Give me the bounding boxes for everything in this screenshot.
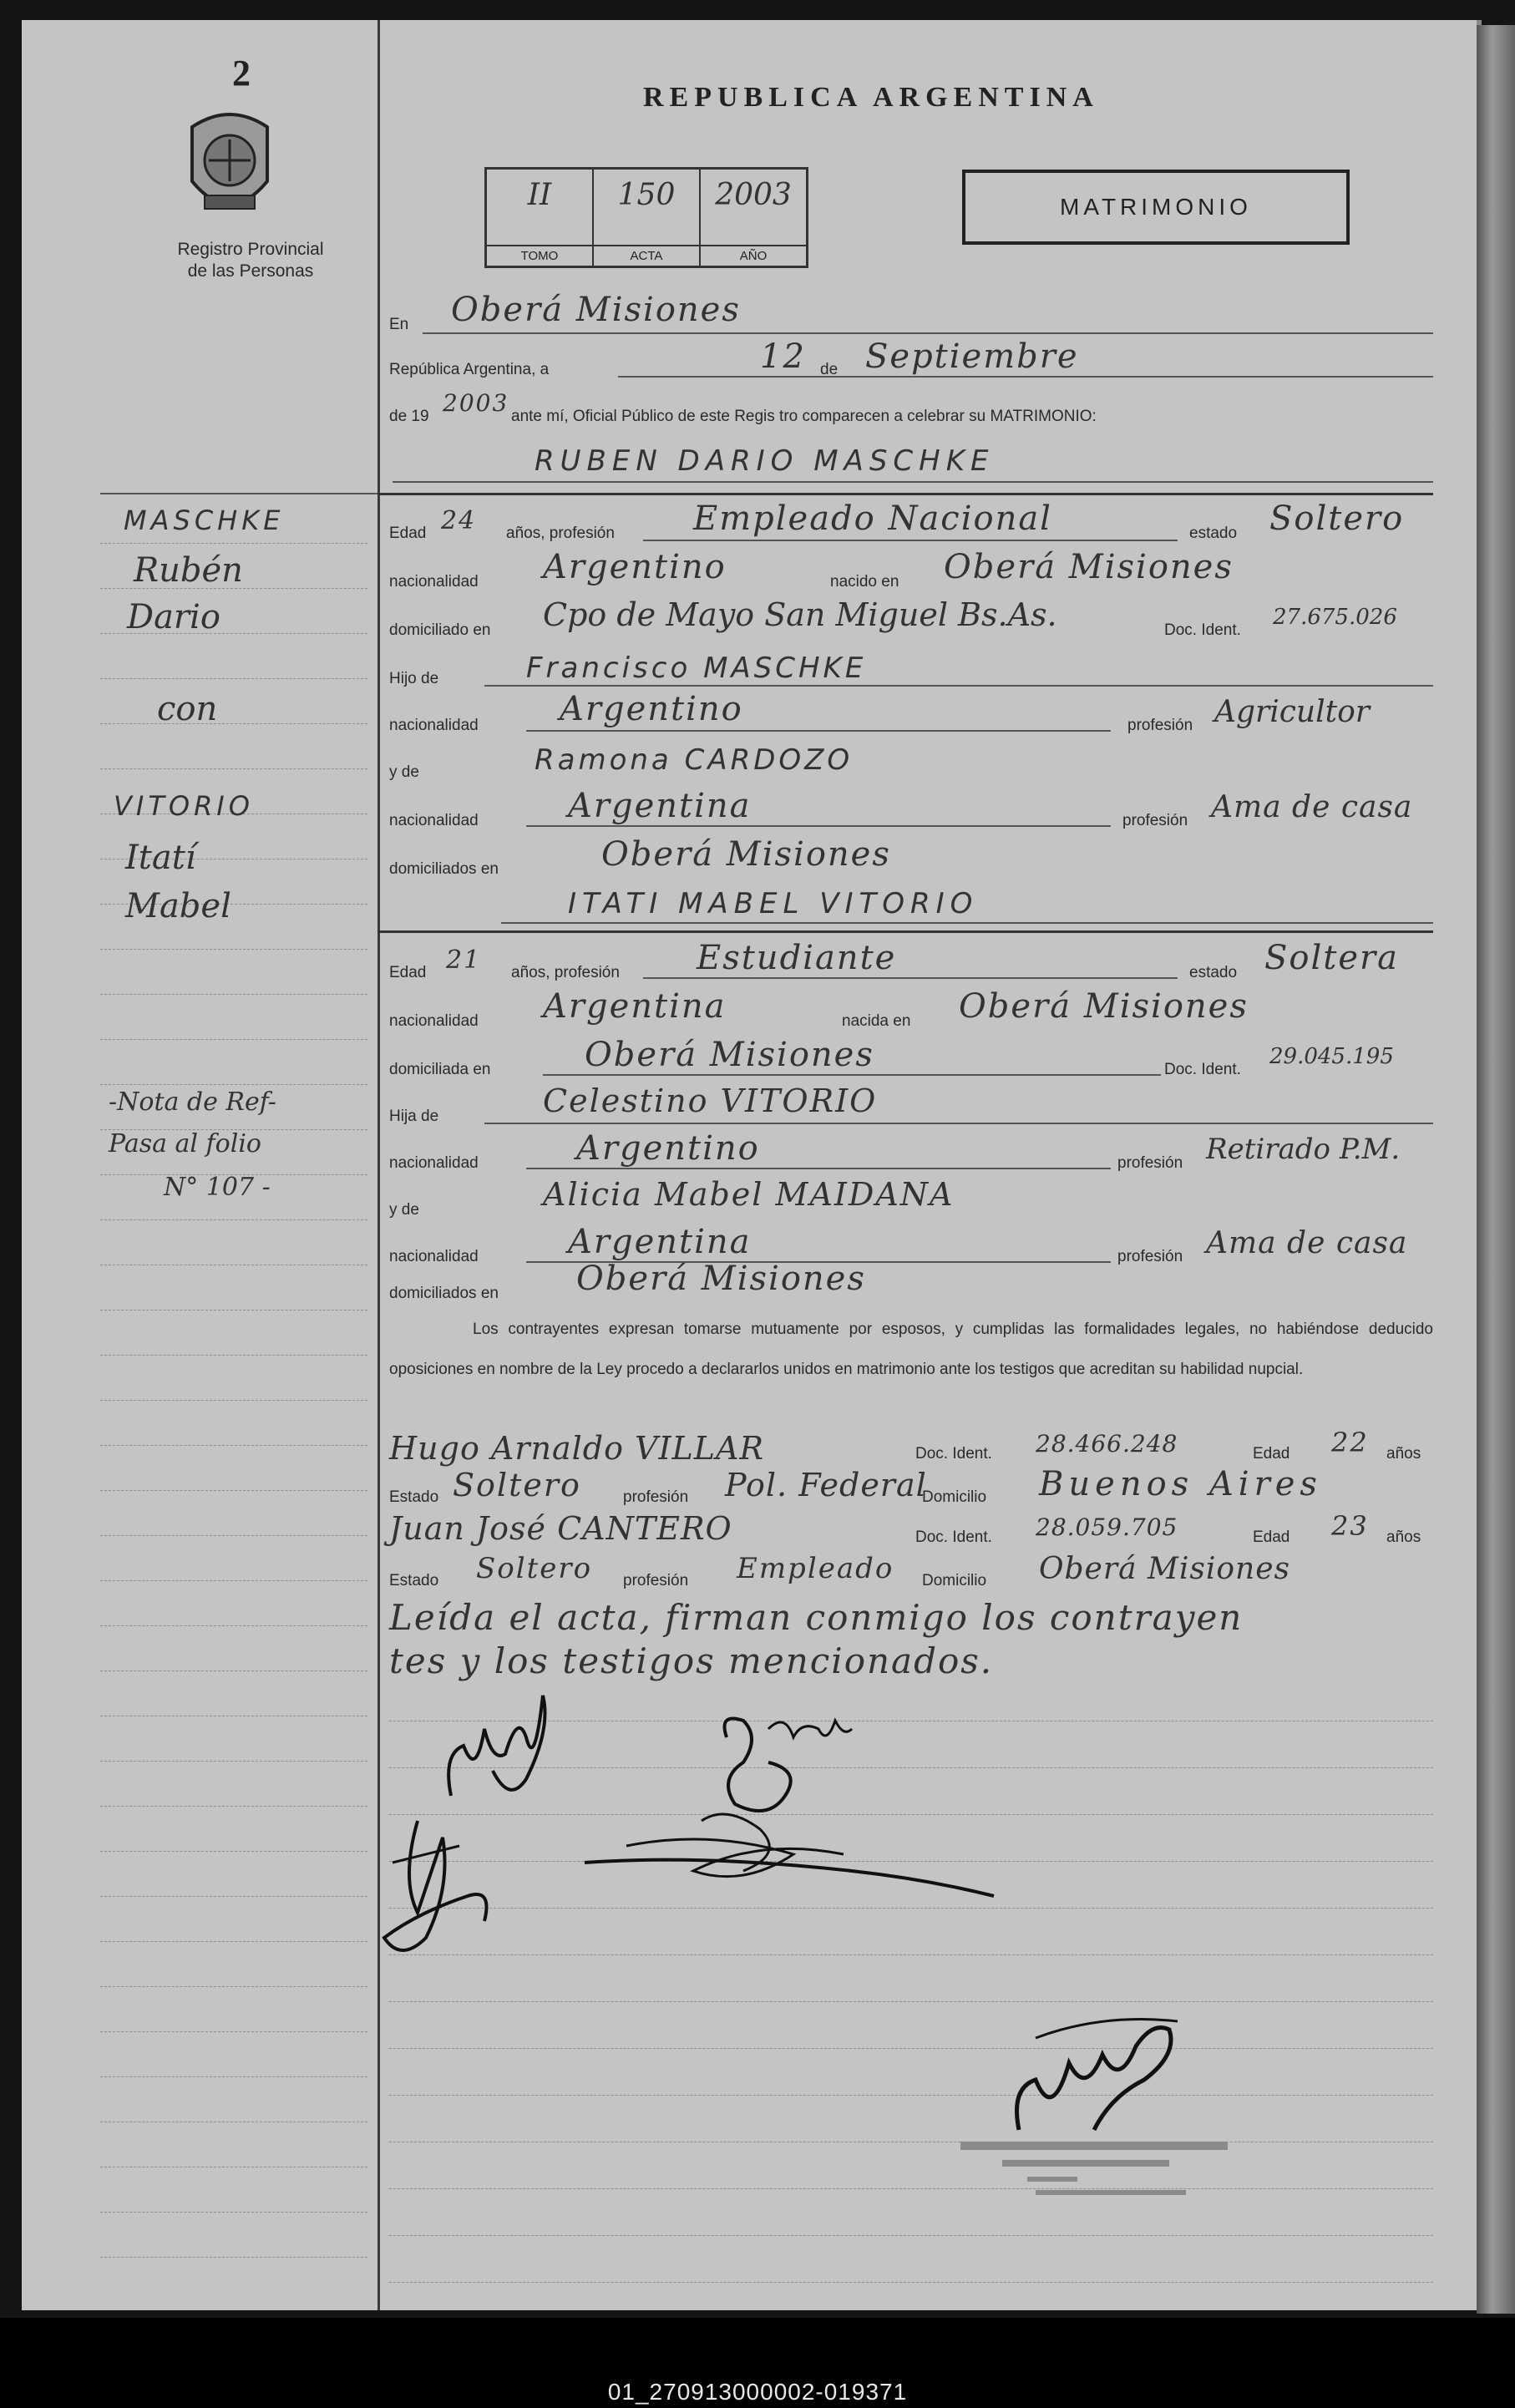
anio-label: AÑO: [701, 245, 806, 266]
witness1-edad-label: Edad: [1253, 1445, 1290, 1463]
tomo-acta-anio-grid: [484, 167, 808, 268]
groom-madre-nac-label: nacionalidad: [389, 812, 479, 829]
groom-padres-dom: Oberá Misiones: [601, 835, 891, 874]
witnesses-signatures: [576, 1704, 1011, 1921]
margin-rule-line: [100, 723, 367, 724]
groom-padre-prof-label: profesión: [1127, 717, 1193, 734]
margin-rule-line: [100, 1986, 367, 1987]
margin-rule-line: [100, 949, 367, 950]
groom-estado: Soltero: [1269, 499, 1405, 538]
year-value: 2003: [443, 389, 509, 417]
registrar-signature: [1002, 2005, 1203, 2155]
witness1-estado-label: Estado: [389, 1488, 439, 1506]
groom-nacido-en: Oberá Misiones: [944, 548, 1234, 586]
groom-nacido-label: nacido en: [830, 573, 899, 591]
bride-nacionalidad: Argentina: [543, 987, 727, 1026]
witness2-doc-label: Doc. Ident.: [915, 1528, 992, 1546]
witness1-prof-label: profesión: [623, 1488, 689, 1506]
de19-label: de 19: [389, 408, 429, 425]
bride-padre-nac: Argentino: [576, 1129, 760, 1168]
bride-padre-nac-label: nacionalidad: [389, 1154, 479, 1172]
margin-rule-line: [100, 1761, 367, 1762]
date-underline: [618, 376, 1433, 378]
margin-rule-line: [100, 2212, 367, 2213]
margin-rule-line: [100, 1400, 367, 1401]
groom-padre-nac-label: nacionalidad: [389, 717, 479, 734]
margin-rule-line: [100, 768, 367, 769]
margin-rule-line: [100, 1535, 367, 1536]
margin-bride-given: Itatí: [125, 839, 196, 877]
bride-edad: 21: [446, 945, 482, 975]
margin-rule-line: [100, 1219, 367, 1220]
groom-name-underline: [393, 481, 1433, 483]
margin-rule-line: [100, 543, 367, 544]
closing-line-2: tes y los testigos mencionados.: [389, 1640, 994, 1681]
bride-madre: Alicia Mabel MAIDANA: [543, 1176, 955, 1213]
registry-name: [142, 239, 359, 282]
bride-madre-nac: Argentina: [568, 1223, 752, 1261]
groom-yde-label: y de: [389, 763, 419, 781]
republica-label: República Argentina, a: [389, 361, 550, 378]
margin-rule-line: [100, 1355, 367, 1356]
witness1-doc: 28.466.248: [1036, 1430, 1178, 1457]
body-rule-line: [389, 2095, 1433, 2096]
margin-note-ref: -Nota de Ref-: [109, 1087, 276, 1117]
groom-padre-nac: Argentino: [560, 690, 743, 728]
bride-nac-label: nacionalidad: [389, 1012, 479, 1030]
bride-madre-nac-label: nacionalidad: [389, 1248, 479, 1265]
official-stamp-marks: [952, 2135, 1236, 2202]
groom-padre-underline: [484, 685, 1433, 687]
groom-prof-underline: [643, 540, 1178, 541]
groom-doc: 27.675.026: [1273, 605, 1397, 630]
day-value: 12: [760, 337, 806, 376]
act-type-box: [962, 170, 1350, 245]
tomo-value: II: [527, 178, 552, 212]
body-rule-line: [389, 2282, 1433, 2283]
witness2-prof-label: profesión: [623, 1572, 689, 1589]
witness1-profesion: Pol. Federal: [725, 1467, 927, 1503]
body-rule-line: [389, 2048, 1433, 2049]
bride-padres-dom-label: domiciliados en: [389, 1285, 499, 1302]
bride-padre-prof: Retirado P.M.: [1206, 1133, 1401, 1166]
scan-identifier: 01_270913000002-019371: [607, 2379, 908, 2405]
margin-surname: MASCHKE: [124, 504, 285, 536]
margin-rule-line: [100, 1084, 367, 1085]
groom-signature: [426, 1679, 576, 1829]
witness1-anos-label: años: [1386, 1445, 1421, 1463]
bride-nacida-label: nacida en: [842, 1012, 911, 1030]
margin-rule-line: [100, 1896, 367, 1897]
registry-line-2: de las Personas: [187, 261, 314, 281]
bride-full-name: ITATI MABEL VITORIO: [568, 887, 979, 920]
witness1-doc-label: Doc. Ident.: [915, 1445, 992, 1463]
anio-value: 2003: [715, 178, 792, 212]
bride-profesion: Estudiante: [697, 939, 897, 977]
groom-prof-label: años, profesión: [506, 525, 615, 542]
groom-section-divider: [377, 493, 1433, 495]
witness2-doc: 28.059.705: [1036, 1513, 1178, 1541]
groom-padres-dom-label: domiciliados en: [389, 860, 499, 878]
registry-line-1: Registro Provincial: [177, 240, 324, 259]
bride-padres-dom: Oberá Misiones: [576, 1260, 866, 1298]
bride-signature: [367, 1812, 501, 1971]
country-title: REPUBLICA ARGENTINA: [643, 82, 1099, 113]
witness2-name: Juan José CANTERO: [389, 1510, 732, 1547]
margin-rule-line: [100, 1625, 367, 1626]
margin-rule-line: [100, 1851, 367, 1852]
acta-value: 150: [617, 178, 676, 212]
book-spine: [1477, 25, 1515, 2314]
witness1-edad: 22: [1331, 1427, 1369, 1458]
groom-padre: Francisco MASCHKE: [526, 651, 867, 685]
witness1-dom-label: Domicilio: [922, 1488, 987, 1506]
margin-rule-line: [100, 994, 367, 995]
bride-madre-prof: Ama de casa: [1206, 1226, 1408, 1260]
witness2-estado: Soltero: [476, 1552, 593, 1585]
de-label: de: [820, 361, 839, 378]
witness1-name: Hugo Arnaldo VILLAR: [389, 1430, 765, 1467]
groom-edad: 24: [441, 506, 477, 535]
bride-padre-prof-label: profesión: [1117, 1154, 1183, 1172]
witness2-edad-label: Edad: [1253, 1528, 1290, 1546]
witness1-domicilio: Buenos Aires: [1039, 1465, 1322, 1503]
groom-profesion: Empleado Nacional: [693, 499, 1052, 538]
margin-rule-line: [100, 1941, 367, 1942]
bride-padre-underline: [484, 1123, 1433, 1124]
witness2-estado-label: Estado: [389, 1572, 439, 1589]
margin-bride-surname: VITORIO: [114, 790, 254, 822]
margin-divider: [100, 493, 377, 494]
acta-label: ACTA: [594, 245, 699, 266]
bride-yde-label: y de: [389, 1201, 419, 1219]
margin-bride-middle: Mabel: [125, 887, 231, 925]
margin-rule-line: [100, 1490, 367, 1491]
official-stamp: [952, 2135, 1236, 2202]
declaration-paragraph: Los contrayentes expresan tomarse mutuamente por esposos, y cumplidas las formalidades legales, no habiéndose deducido oposiciones en nombre de la Ley procedo a declararlos unidos en matrimonio ante los testigos que acreditan su habilidad nupcial.: [389, 1321, 1433, 1378]
en-label: En: [389, 316, 409, 333]
bride-dom-underline: [543, 1074, 1161, 1076]
body-rule-line: [389, 2001, 1433, 2002]
margin-given-name: Rubén: [134, 551, 243, 590]
place-underline: [423, 332, 1433, 334]
tomo-label: TOMO: [487, 245, 592, 266]
groom-estado-label: estado: [1189, 525, 1238, 542]
bride-estado-label: estado: [1189, 964, 1238, 981]
place-value: Oberá Misiones: [451, 291, 741, 329]
groom-padre-nac-underline: [526, 730, 1111, 732]
groom-madre-prof: Ama de casa: [1211, 790, 1413, 824]
margin-rule-line: [100, 1445, 367, 1446]
bride-name-underline: [501, 922, 1433, 924]
groom-madre-nac-underline: [526, 825, 1111, 827]
margin-rule-line: [100, 2076, 367, 2077]
groom-nacionalidad: Argentino: [543, 548, 727, 586]
bride-nacida-en: Oberá Misiones: [959, 987, 1249, 1026]
groom-padre-prof: Agricultor: [1214, 695, 1370, 729]
witness2-anos-label: años: [1386, 1528, 1421, 1546]
groom-edad-label: Edad: [389, 525, 427, 542]
margin-rule-line: [100, 2031, 367, 2032]
groom-hijo-label: Hijo de: [389, 670, 439, 687]
groom-dom-label: domiciliado en: [389, 621, 491, 639]
bride-doc-label: Doc. Ident.: [1164, 1061, 1241, 1078]
bride-edad-label: Edad: [389, 964, 427, 981]
body-rule-line: [389, 1954, 1433, 1955]
body-rule-line: [389, 2188, 1433, 2189]
margin-rule-line: [100, 1806, 367, 1807]
groom-doc-label: Doc. Ident.: [1164, 621, 1241, 639]
witness2-edad: 23: [1331, 1510, 1369, 1542]
margin-connector: con: [157, 690, 218, 728]
margin-note-folio: N° 107 -: [164, 1173, 271, 1202]
groom-full-name: RUBEN DARIO MASCHKE: [535, 444, 995, 478]
provincial-crest-icon: [175, 102, 284, 227]
groom-madre: Ramona CARDOZO: [535, 743, 854, 777]
margin-rule-line: [100, 1670, 367, 1671]
margin-middle-name: Dario: [127, 598, 220, 636]
margin-rule-line: [100, 2257, 367, 2258]
margin-rule-line: [100, 1580, 367, 1581]
margin-rule-line: [100, 678, 367, 679]
body-rule-line: [389, 2235, 1433, 2236]
witness2-profesion: Empleado: [737, 1552, 894, 1585]
bride-domicilio: Oberá Misiones: [585, 1036, 874, 1074]
bride-estado: Soltera: [1264, 939, 1399, 977]
bride-prof-label: años, profesión: [511, 964, 620, 981]
bride-hija-label: Hija de: [389, 1108, 439, 1125]
act-type-label: MATRIMONIO: [1060, 194, 1252, 220]
closing-line-1: Leída el acta, firman conmigo los contrayen: [389, 1597, 1244, 1638]
margin-note-pasa: Pasa al folio: [109, 1129, 261, 1158]
page-number: 2: [232, 53, 251, 94]
witness1-estado: Soltero: [453, 1467, 581, 1503]
bride-madre-prof-label: profesión: [1117, 1248, 1183, 1265]
intro-text: ante mí, Oficial Público de este Regis tro comparecen a celebrar su MATRIMONIO:: [511, 408, 1097, 425]
bride-padre-nac-underline: [526, 1168, 1111, 1169]
groom-madre-prof-label: profesión: [1122, 812, 1188, 829]
groom-domicilio: Cpo de Mayo San Miguel Bs.As.: [543, 596, 1057, 633]
groom-nac-label: nacionalidad: [389, 573, 479, 591]
bride-padre: Celestino VITORIO: [543, 1082, 878, 1119]
groom-madre-nac: Argentina: [568, 787, 752, 825]
witness2-domicilio: Oberá Misiones: [1039, 1552, 1290, 1586]
bride-prof-underline: [643, 977, 1178, 979]
bride-section-divider: [377, 930, 1433, 933]
month-value: Septiembre: [865, 337, 1079, 376]
bride-doc: 29.045.195: [1269, 1044, 1394, 1069]
bride-dom-label: domiciliada en: [389, 1061, 491, 1078]
witness2-dom-label: Domicilio: [922, 1572, 987, 1589]
margin-rule-line: [100, 1039, 367, 1040]
